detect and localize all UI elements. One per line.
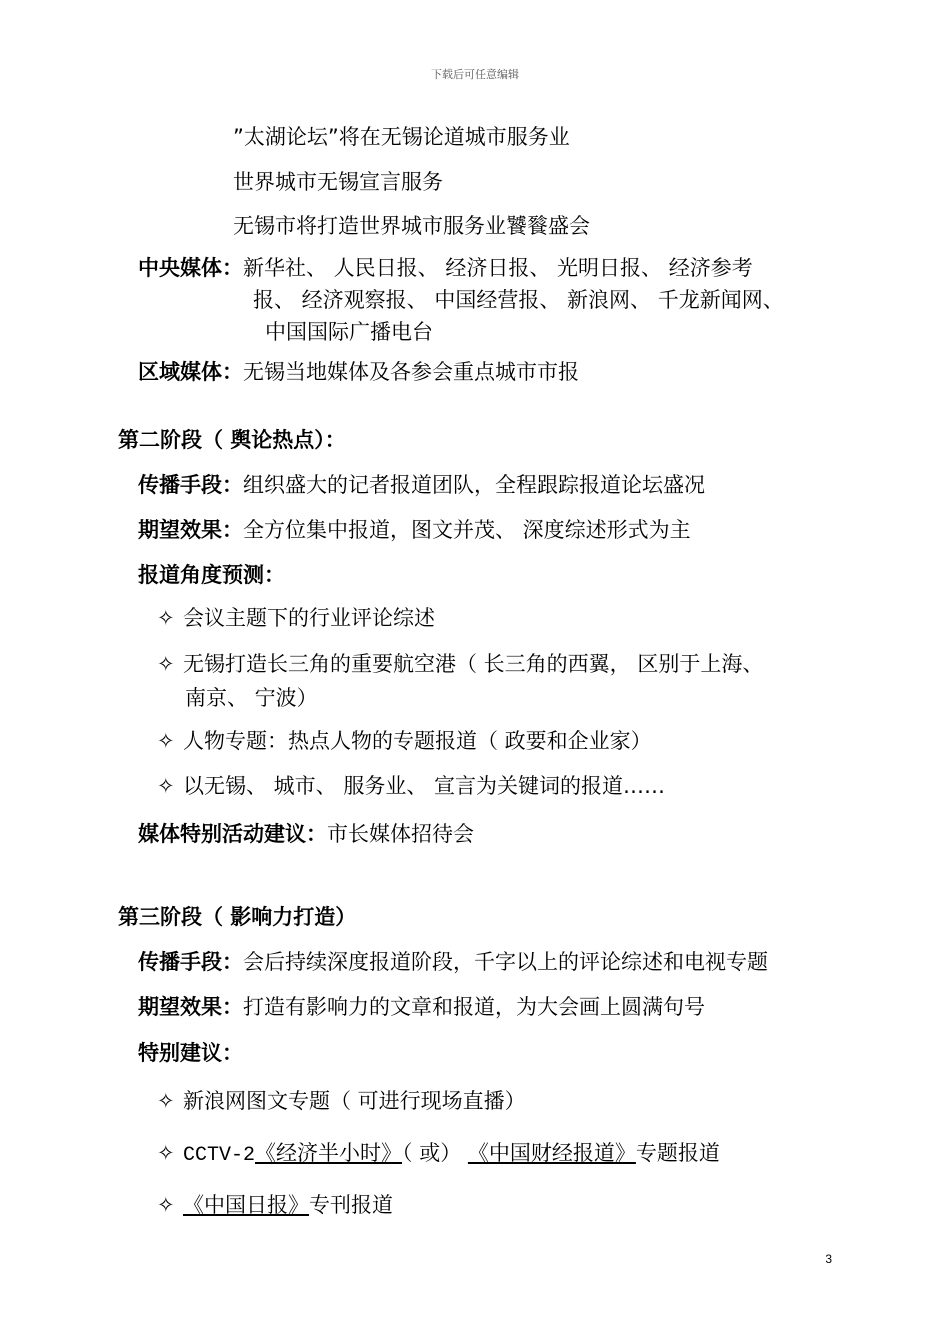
stage2-bullet-1-text: 会议主题下的行业评论综述 (183, 606, 435, 630)
stage3-bullet-1-text: 新浪网图文专题（ 可进行现场直播） (183, 1089, 526, 1113)
link-zhongguo-ribao[interactable]: 《中国日报》 (183, 1193, 309, 1217)
stage2-effect-text: 全方位集中报道，图文并茂、 深度综述形式为主 (243, 518, 691, 542)
stage3-means-label: 传播手段： (138, 950, 243, 974)
bullet-diamond-icon: ✧ (157, 1193, 175, 1217)
stage3-bullet-3 (157, 1191, 393, 1219)
stage3-bullet-2-suffix: 专题报道 (635, 1141, 720, 1165)
stage2-title: 第二阶段（ 舆论热点）： (118, 428, 346, 452)
stage2-bullet-3-text: 人物专题：热点人物的专题报道（ 政要和企业家） (183, 729, 652, 753)
stage3-bullet-3-suffix: 专刊报道 (309, 1193, 393, 1217)
stage2-effect-row (138, 516, 691, 544)
stage3-means-row (138, 948, 768, 976)
bullet-diamond-icon: ✧ (157, 1141, 175, 1165)
central-media-row (138, 254, 753, 282)
regional-media-text: 无锡当地媒体及各参会重点城市市报 (243, 360, 579, 384)
stage3-effect-text: 打造有影响力的文章和报道，为大会画上圆满句号 (243, 995, 705, 1019)
intro-line-3: 无锡市将打造世界城市服务业饕餮盛会 (233, 214, 590, 238)
bullet-diamond-icon: ✧ (157, 606, 175, 630)
stage3-advice-label: 特别建议： (138, 1041, 243, 1065)
link-zhongguo-caijing-baodao[interactable]: 《中国财经报道》 (467, 1141, 636, 1165)
page-number: 3 (825, 1252, 832, 1266)
stage2-bullet-4-text: 以无锡、 城市、 服务业、 宣言为关键词的报道…… (183, 774, 666, 798)
stage2-means-row (138, 471, 705, 499)
stage3-means-text: 会后持续深度报道阶段，千字以上的评论综述和电视专题 (243, 950, 768, 974)
regional-media-label: 区域媒体： (138, 360, 243, 384)
central-media-line-1: 新华社、 人民日报、 经济日报、 光明日报、 经济参考 (243, 256, 753, 280)
stage2-bullet-4 (157, 772, 665, 800)
stage2-activity-label: 媒体特别活动建议： (138, 822, 327, 846)
stage3-bullet-2 (157, 1139, 720, 1170)
intro-line-1: ”太湖论坛”将在无锡论道城市服务业 (233, 125, 570, 149)
stage2-means-label: 传播手段： (138, 473, 243, 497)
stage2-bullet-2-cont: 南京、 宁波） (185, 686, 318, 710)
central-media-label: 中央媒体： (138, 256, 243, 280)
page-header: 下载后可任意编辑 (431, 68, 519, 81)
stage2-bullet-2-text: 无锡打造长三角的重要航空港（ 长三角的西翼， 区别于上海、 (183, 652, 764, 676)
stage3-bullet-2-mid: （ 或） (402, 1141, 462, 1165)
stage2-bullet-3 (157, 727, 652, 755)
bullet-diamond-icon: ✧ (157, 652, 175, 676)
link-jingji-banxiaoshi[interactable]: 《经济半小时》 (255, 1141, 403, 1165)
regional-media-row (138, 358, 579, 386)
stage2-bullet-1 (157, 604, 435, 632)
stage3-title: 第三阶段（ 影响力打造） (118, 905, 357, 929)
stage3-effect-label: 期望效果： (138, 995, 243, 1019)
bullet-diamond-icon: ✧ (157, 1089, 175, 1113)
stage2-activity-row (138, 820, 474, 848)
stage2-effect-label: 期望效果： (138, 518, 243, 542)
intro-line-2: 世界城市无锡宣言服务 (233, 170, 443, 194)
stage2-bullet-2 (157, 650, 763, 678)
stage3-bullet-1 (157, 1087, 526, 1115)
central-media-line-3: 中国国际广播电台 (265, 320, 433, 344)
stage3-effect-row (138, 993, 705, 1021)
stage2-activity-text: 市长媒体招待会 (327, 822, 474, 846)
stage3-bullet-2-prefix: CCTV-2 (183, 1144, 256, 1167)
stage2-angle-label: 报道角度预测： (138, 563, 285, 587)
bullet-diamond-icon: ✧ (157, 774, 175, 798)
bullet-diamond-icon: ✧ (157, 729, 175, 753)
stage2-means-text: 组织盛大的记者报道团队，全程跟踪报道论坛盛况 (243, 473, 705, 497)
central-media-line-2: 报、 经济观察报、 中国经营报、 新浪网、 千龙新闻网、 (253, 288, 784, 312)
